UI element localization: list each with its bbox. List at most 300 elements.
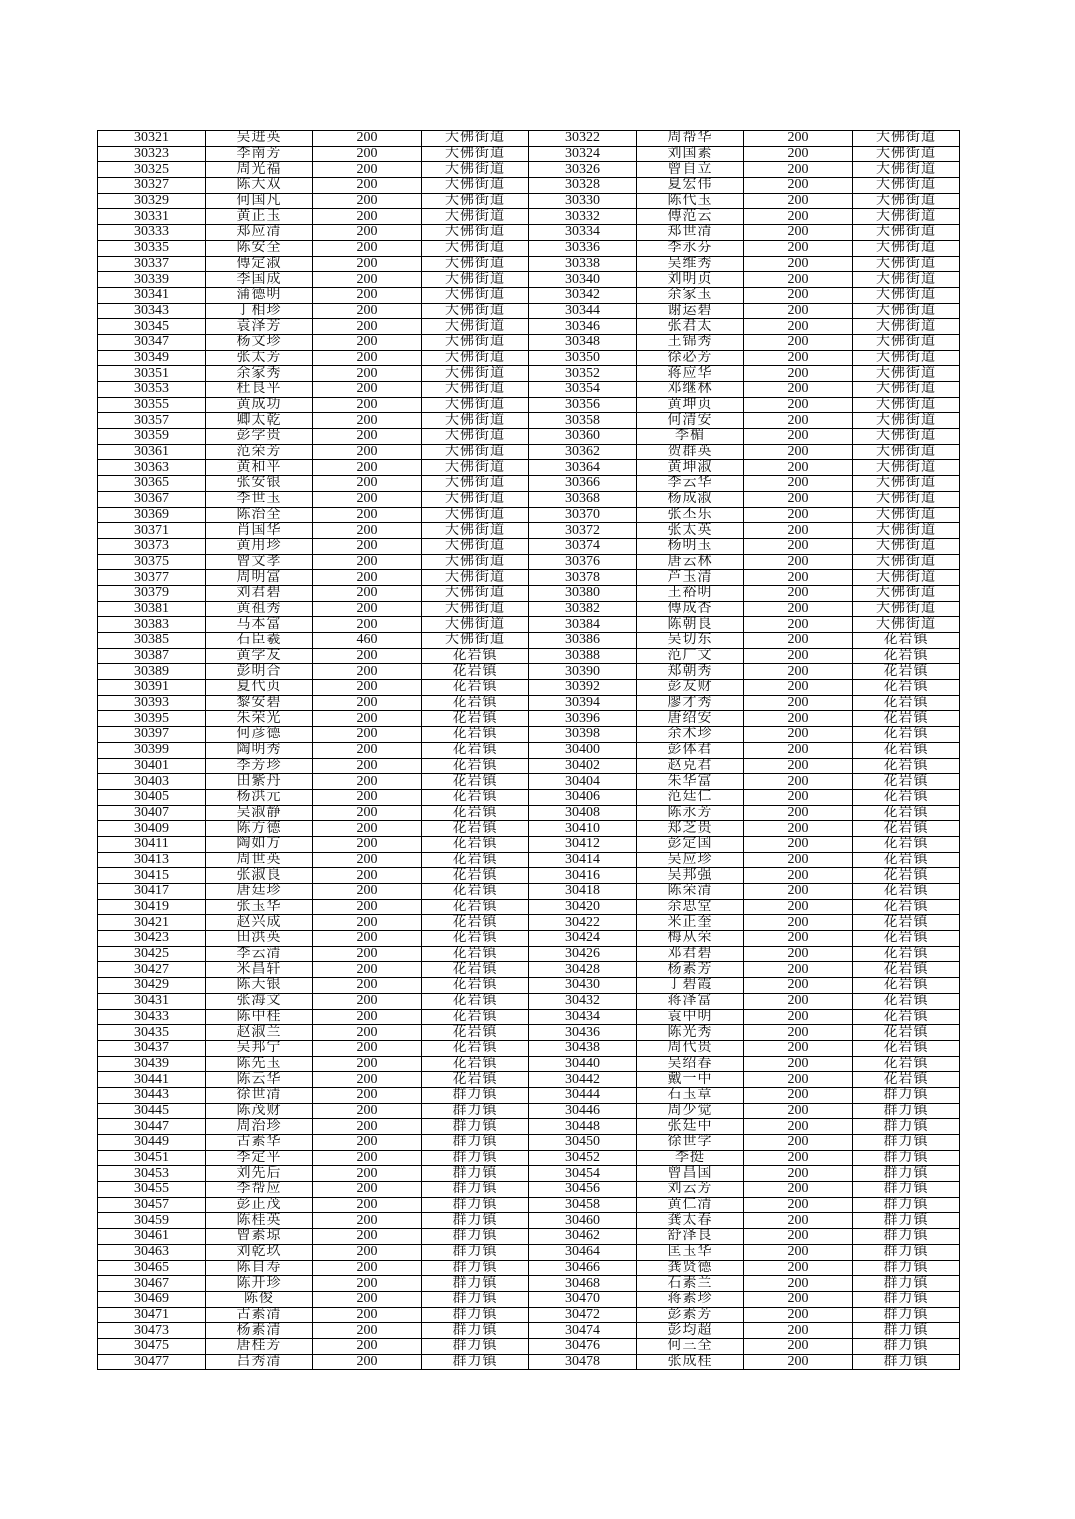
person-name-cell: 曾昌国 — [637, 1166, 744, 1182]
record-id-cell: 30401 — [98, 758, 206, 774]
person-name-cell: 陈光秀 — [637, 1025, 744, 1041]
township-cell: 花岩镇 — [853, 821, 960, 837]
record-id-cell: 30411 — [98, 836, 206, 852]
table-row — [98, 1072, 960, 1088]
township-cell: 大佛街道 — [853, 146, 960, 162]
record-id-cell: 30476 — [529, 1338, 637, 1354]
amount-cell: 200 — [744, 836, 853, 852]
amount-cell: 200 — [744, 178, 853, 194]
amount-cell: 200 — [744, 852, 853, 868]
record-id-cell: 30356 — [529, 397, 637, 413]
township-cell: 大佛街道 — [853, 460, 960, 476]
table-row — [98, 1307, 960, 1323]
township-cell: 群力镇 — [853, 1260, 960, 1276]
person-name-cell: 杨明玉 — [637, 538, 744, 554]
person-name-cell: 丁相珍 — [206, 303, 313, 319]
record-id-cell: 30362 — [529, 444, 637, 460]
township-cell: 花岩镇 — [422, 711, 529, 727]
township-cell: 群力镇 — [422, 1354, 529, 1370]
record-id-cell: 30445 — [98, 1103, 206, 1119]
person-name-cell: 吴维秀 — [637, 256, 744, 272]
person-name-cell: 吕秀清 — [206, 1354, 313, 1370]
amount-cell: 200 — [313, 554, 422, 570]
township-cell: 大佛街道 — [422, 633, 529, 649]
record-id-cell: 30370 — [529, 507, 637, 523]
amount-cell: 200 — [744, 303, 853, 319]
township-cell: 大佛街道 — [853, 334, 960, 350]
township-cell: 群力镇 — [853, 1307, 960, 1323]
person-name-cell: 唐云林 — [637, 554, 744, 570]
table-row — [98, 1291, 960, 1307]
table-row — [98, 382, 960, 398]
table-row — [98, 303, 960, 319]
table-row — [98, 1166, 960, 1182]
township-cell: 大佛街道 — [422, 601, 529, 617]
record-id-cell: 30328 — [529, 178, 637, 194]
record-id-cell: 30468 — [529, 1276, 637, 1292]
amount-cell: 200 — [744, 601, 853, 617]
person-name-cell: 范廷仁 — [637, 789, 744, 805]
township-cell: 花岩镇 — [853, 1009, 960, 1025]
person-name-cell: 陈云华 — [206, 1072, 313, 1088]
record-id-cell: 30358 — [529, 413, 637, 429]
amount-cell: 200 — [313, 1166, 422, 1182]
person-name-cell: 朱荣光 — [206, 711, 313, 727]
township-cell: 大佛街道 — [422, 162, 529, 178]
person-name-cell: 古素华 — [206, 1135, 313, 1151]
township-cell: 花岩镇 — [853, 884, 960, 900]
amount-cell: 200 — [744, 884, 853, 900]
person-name-cell: 张丕乐 — [637, 507, 744, 523]
township-cell: 大佛街道 — [422, 554, 529, 570]
township-cell: 大佛街道 — [853, 272, 960, 288]
record-id-cell: 30421 — [98, 915, 206, 931]
person-name-cell: 刘国素 — [637, 146, 744, 162]
record-id-cell: 30393 — [98, 695, 206, 711]
amount-cell: 200 — [313, 1072, 422, 1088]
table-row — [98, 1244, 960, 1260]
township-cell: 花岩镇 — [853, 836, 960, 852]
record-id-cell: 30432 — [529, 993, 637, 1009]
township-cell: 群力镇 — [853, 1323, 960, 1339]
table-row — [98, 319, 960, 335]
person-name-cell: 周光福 — [206, 162, 313, 178]
amount-cell: 200 — [313, 1025, 422, 1041]
person-name-cell: 杨成淑 — [637, 491, 744, 507]
person-name-cell: 周明富 — [206, 570, 313, 586]
table-row — [98, 1354, 960, 1370]
table-row — [98, 1323, 960, 1339]
person-name-cell: 何彦德 — [206, 727, 313, 743]
amount-cell: 200 — [744, 585, 853, 601]
amount-cell: 200 — [313, 931, 422, 947]
amount-cell: 200 — [313, 507, 422, 523]
person-name-cell: 周世英 — [206, 852, 313, 868]
township-cell: 大佛街道 — [422, 319, 529, 335]
township-cell: 大佛街道 — [853, 429, 960, 445]
amount-cell: 200 — [744, 538, 853, 554]
record-id-cell: 30330 — [529, 193, 637, 209]
person-name-cell: 何清安 — [637, 413, 744, 429]
amount-cell: 200 — [744, 413, 853, 429]
person-name-cell: 谢运碧 — [637, 303, 744, 319]
township-cell: 群力镇 — [422, 1338, 529, 1354]
township-cell: 大佛街道 — [853, 319, 960, 335]
person-name-cell: 张君太 — [637, 319, 744, 335]
township-cell: 群力镇 — [853, 1166, 960, 1182]
township-cell: 大佛街道 — [422, 225, 529, 241]
record-id-cell: 30338 — [529, 256, 637, 272]
person-name-cell: 郑芝贵 — [637, 821, 744, 837]
township-cell: 大佛街道 — [422, 287, 529, 303]
township-cell: 花岩镇 — [422, 1072, 529, 1088]
table-row — [98, 570, 960, 586]
amount-cell: 200 — [313, 915, 422, 931]
township-cell: 花岩镇 — [853, 868, 960, 884]
township-cell: 群力镇 — [853, 1197, 960, 1213]
amount-cell: 200 — [744, 554, 853, 570]
record-id-cell: 30473 — [98, 1323, 206, 1339]
record-id-cell: 30410 — [529, 821, 637, 837]
record-id-cell: 30359 — [98, 429, 206, 445]
person-name-cell: 吴进英 — [206, 131, 313, 147]
amount-cell: 200 — [744, 805, 853, 821]
amount-cell: 200 — [744, 162, 853, 178]
township-cell: 大佛街道 — [422, 617, 529, 633]
amount-cell: 200 — [744, 1307, 853, 1323]
record-id-cell: 30343 — [98, 303, 206, 319]
person-name-cell: 夏代贞 — [206, 680, 313, 696]
table-row — [98, 1056, 960, 1072]
table-row — [98, 1119, 960, 1135]
record-id-cell: 30397 — [98, 727, 206, 743]
township-cell: 群力镇 — [422, 1323, 529, 1339]
amount-cell: 200 — [744, 1182, 853, 1198]
table-row — [98, 491, 960, 507]
table-row — [98, 601, 960, 617]
amount-cell: 200 — [744, 209, 853, 225]
amount-cell: 200 — [313, 1229, 422, 1245]
record-id-cell: 30465 — [98, 1260, 206, 1276]
amount-cell: 200 — [313, 821, 422, 837]
township-cell: 花岩镇 — [853, 774, 960, 790]
person-name-cell: 杨洪元 — [206, 789, 313, 805]
record-id-cell: 30333 — [98, 225, 206, 241]
amount-cell: 200 — [313, 209, 422, 225]
township-cell: 花岩镇 — [853, 727, 960, 743]
record-id-cell: 30466 — [529, 1260, 637, 1276]
person-name-cell: 陶明秀 — [206, 742, 313, 758]
person-name-cell: 梅从荣 — [637, 931, 744, 947]
amount-cell: 200 — [313, 617, 422, 633]
amount-cell: 200 — [313, 413, 422, 429]
township-cell: 群力镇 — [853, 1103, 960, 1119]
amount-cell: 200 — [313, 1040, 422, 1056]
amount-cell: 200 — [313, 491, 422, 507]
amount-cell: 200 — [744, 899, 853, 915]
table-row — [98, 884, 960, 900]
township-cell: 群力镇 — [422, 1260, 529, 1276]
amount-cell: 200 — [313, 272, 422, 288]
amount-cell: 200 — [744, 1025, 853, 1041]
amount-cell: 200 — [313, 429, 422, 445]
township-cell: 群力镇 — [853, 1150, 960, 1166]
person-name-cell: 黄学友 — [206, 648, 313, 664]
person-name-cell: 杨文珍 — [206, 334, 313, 350]
amount-cell: 200 — [313, 727, 422, 743]
township-cell: 大佛街道 — [422, 507, 529, 523]
record-id-cell: 30459 — [98, 1213, 206, 1229]
person-name-cell: 蒋泽富 — [637, 993, 744, 1009]
record-id-cell: 30391 — [98, 680, 206, 696]
person-name-cell: 肖国华 — [206, 523, 313, 539]
table-row — [98, 789, 960, 805]
record-id-cell: 30415 — [98, 868, 206, 884]
table-row — [98, 538, 960, 554]
person-name-cell: 黄用珍 — [206, 538, 313, 554]
record-id-cell: 30455 — [98, 1182, 206, 1198]
amount-cell: 200 — [744, 507, 853, 523]
person-name-cell: 傅定淑 — [206, 256, 313, 272]
amount-cell: 200 — [313, 1276, 422, 1292]
person-name-cell: 黄成功 — [206, 397, 313, 413]
person-name-cell: 陈中桂 — [206, 1009, 313, 1025]
table-row — [98, 193, 960, 209]
amount-cell: 200 — [313, 1307, 422, 1323]
township-cell: 花岩镇 — [422, 758, 529, 774]
record-id-cell: 30350 — [529, 350, 637, 366]
record-id-cell: 30377 — [98, 570, 206, 586]
person-name-cell: 陈开珍 — [206, 1276, 313, 1292]
amount-cell: 200 — [744, 1009, 853, 1025]
table-row — [98, 805, 960, 821]
record-id-cell: 30420 — [529, 899, 637, 915]
person-name-cell: 蒋素珍 — [637, 1291, 744, 1307]
record-id-cell: 30440 — [529, 1056, 637, 1072]
record-id-cell: 30448 — [529, 1119, 637, 1135]
township-cell: 大佛街道 — [853, 413, 960, 429]
person-name-cell: 赵兴成 — [206, 915, 313, 931]
table-row — [98, 978, 960, 994]
record-id-cell: 30388 — [529, 648, 637, 664]
record-id-cell: 30324 — [529, 146, 637, 162]
amount-cell: 200 — [313, 789, 422, 805]
amount-cell: 200 — [313, 1182, 422, 1198]
amount-cell: 200 — [744, 444, 853, 460]
township-cell: 大佛街道 — [853, 303, 960, 319]
table-row — [98, 460, 960, 476]
amount-cell: 200 — [313, 962, 422, 978]
amount-cell: 200 — [313, 1150, 422, 1166]
township-cell: 大佛街道 — [422, 397, 529, 413]
township-cell: 群力镇 — [853, 1354, 960, 1370]
township-cell: 大佛街道 — [422, 523, 529, 539]
amount-cell: 200 — [313, 162, 422, 178]
record-id-cell: 30345 — [98, 319, 206, 335]
record-id-cell: 30346 — [529, 319, 637, 335]
table-row — [98, 774, 960, 790]
township-cell: 花岩镇 — [853, 805, 960, 821]
person-name-cell: 何国凡 — [206, 193, 313, 209]
record-id-cell: 30382 — [529, 601, 637, 617]
township-cell: 群力镇 — [853, 1119, 960, 1135]
record-id-cell: 30344 — [529, 303, 637, 319]
amount-cell: 200 — [744, 334, 853, 350]
amount-cell: 200 — [744, 272, 853, 288]
record-id-cell: 30417 — [98, 884, 206, 900]
person-name-cell: 杨素清 — [206, 1323, 313, 1339]
record-id-cell: 30438 — [529, 1040, 637, 1056]
township-cell: 花岩镇 — [422, 868, 529, 884]
record-id-cell: 30384 — [529, 617, 637, 633]
record-id-cell: 30347 — [98, 334, 206, 350]
person-name-cell: 陈代玉 — [637, 193, 744, 209]
township-cell: 群力镇 — [853, 1087, 960, 1103]
table-row — [98, 444, 960, 460]
township-cell: 花岩镇 — [422, 1056, 529, 1072]
table-row — [98, 131, 960, 147]
person-name-cell: 吴应珍 — [637, 852, 744, 868]
person-name-cell: 刘先后 — [206, 1166, 313, 1182]
township-cell: 大佛街道 — [853, 131, 960, 147]
township-cell: 花岩镇 — [422, 742, 529, 758]
table-row — [98, 1213, 960, 1229]
record-id-cell: 30452 — [529, 1150, 637, 1166]
person-name-cell: 张太芳 — [206, 350, 313, 366]
record-id-cell: 30472 — [529, 1307, 637, 1323]
table-row — [98, 680, 960, 696]
person-name-cell: 何三全 — [637, 1338, 744, 1354]
township-cell: 群力镇 — [422, 1182, 529, 1198]
township-cell: 群力镇 — [853, 1244, 960, 1260]
table-row — [98, 1182, 960, 1198]
record-id-cell: 30426 — [529, 946, 637, 962]
amount-cell: 200 — [313, 601, 422, 617]
amount-cell: 200 — [744, 397, 853, 413]
table-row — [98, 523, 960, 539]
record-id-cell: 30360 — [529, 429, 637, 445]
amount-cell: 200 — [313, 1197, 422, 1213]
amount-cell: 200 — [744, 1166, 853, 1182]
record-id-cell: 30322 — [529, 131, 637, 147]
record-id-cell: 30469 — [98, 1291, 206, 1307]
amount-cell: 200 — [313, 758, 422, 774]
township-cell: 群力镇 — [422, 1244, 529, 1260]
record-id-cell: 30383 — [98, 617, 206, 633]
person-name-cell: 张成桂 — [637, 1354, 744, 1370]
township-cell: 大佛街道 — [422, 256, 529, 272]
amount-cell: 200 — [744, 821, 853, 837]
amount-cell: 200 — [744, 319, 853, 335]
person-name-cell: 黄祖秀 — [206, 601, 313, 617]
record-id-cell: 30464 — [529, 1244, 637, 1260]
amount-cell: 200 — [313, 852, 422, 868]
amount-cell: 200 — [313, 444, 422, 460]
township-cell: 大佛街道 — [422, 178, 529, 194]
person-name-cell: 彭明合 — [206, 664, 313, 680]
person-name-cell: 刘君碧 — [206, 585, 313, 601]
subsidy-roster-table — [97, 130, 960, 1370]
record-id-cell: 30354 — [529, 382, 637, 398]
township-cell: 花岩镇 — [422, 821, 529, 837]
person-name-cell: 马本富 — [206, 617, 313, 633]
person-name-cell: 芦玉清 — [637, 570, 744, 586]
amount-cell: 200 — [744, 1135, 853, 1151]
amount-cell: 200 — [313, 1213, 422, 1229]
record-id-cell: 30409 — [98, 821, 206, 837]
amount-cell: 200 — [744, 350, 853, 366]
record-id-cell: 30458 — [529, 1197, 637, 1213]
record-id-cell: 30357 — [98, 413, 206, 429]
township-cell: 大佛街道 — [853, 225, 960, 241]
amount-cell: 200 — [744, 460, 853, 476]
record-id-cell: 30375 — [98, 554, 206, 570]
table-row — [98, 225, 960, 241]
township-cell: 大佛街道 — [422, 131, 529, 147]
person-name-cell: 刘云芳 — [637, 1182, 744, 1198]
record-id-cell: 30429 — [98, 978, 206, 994]
amount-cell: 200 — [313, 334, 422, 350]
person-name-cell: 陈茂财 — [206, 1103, 313, 1119]
amount-cell: 200 — [744, 993, 853, 1009]
person-name-cell: 杜良平 — [206, 382, 313, 398]
record-id-cell: 30446 — [529, 1103, 637, 1119]
township-cell: 大佛街道 — [853, 366, 960, 382]
township-cell: 花岩镇 — [422, 884, 529, 900]
record-id-cell: 30331 — [98, 209, 206, 225]
township-cell: 大佛街道 — [853, 523, 960, 539]
township-cell: 花岩镇 — [422, 1025, 529, 1041]
township-cell: 大佛街道 — [853, 350, 960, 366]
township-cell: 大佛街道 — [853, 256, 960, 272]
amount-cell: 200 — [744, 727, 853, 743]
township-cell: 大佛街道 — [853, 397, 960, 413]
amount-cell: 200 — [313, 946, 422, 962]
amount-cell: 200 — [744, 758, 853, 774]
record-id-cell: 30336 — [529, 240, 637, 256]
person-name-cell: 陈自寿 — [206, 1260, 313, 1276]
amount-cell: 200 — [313, 774, 422, 790]
person-name-cell: 黄和平 — [206, 460, 313, 476]
township-cell: 大佛街道 — [422, 491, 529, 507]
person-name-cell: 吴邦宁 — [206, 1040, 313, 1056]
record-id-cell: 30329 — [98, 193, 206, 209]
record-id-cell: 30326 — [529, 162, 637, 178]
amount-cell: 200 — [744, 648, 853, 664]
person-name-cell: 匡玉华 — [637, 1244, 744, 1260]
record-id-cell: 30341 — [98, 287, 206, 303]
township-cell: 花岩镇 — [422, 978, 529, 994]
person-name-cell: 唐桂芳 — [206, 1338, 313, 1354]
record-id-cell: 30376 — [529, 554, 637, 570]
person-name-cell: 吴淑静 — [206, 805, 313, 821]
township-cell: 大佛街道 — [422, 366, 529, 382]
table-row — [98, 1229, 960, 1245]
township-cell: 大佛街道 — [422, 413, 529, 429]
person-name-cell: 石玉章 — [637, 1087, 744, 1103]
table-row — [98, 852, 960, 868]
person-name-cell: 邓君碧 — [637, 946, 744, 962]
amount-cell: 200 — [744, 742, 853, 758]
person-name-cell: 李世玉 — [206, 491, 313, 507]
amount-cell: 200 — [744, 664, 853, 680]
record-id-cell: 30342 — [529, 287, 637, 303]
amount-cell: 200 — [744, 131, 853, 147]
amount-cell: 200 — [744, 962, 853, 978]
amount-cell: 200 — [744, 225, 853, 241]
person-name-cell: 唐绍安 — [637, 711, 744, 727]
record-id-cell: 30461 — [98, 1229, 206, 1245]
